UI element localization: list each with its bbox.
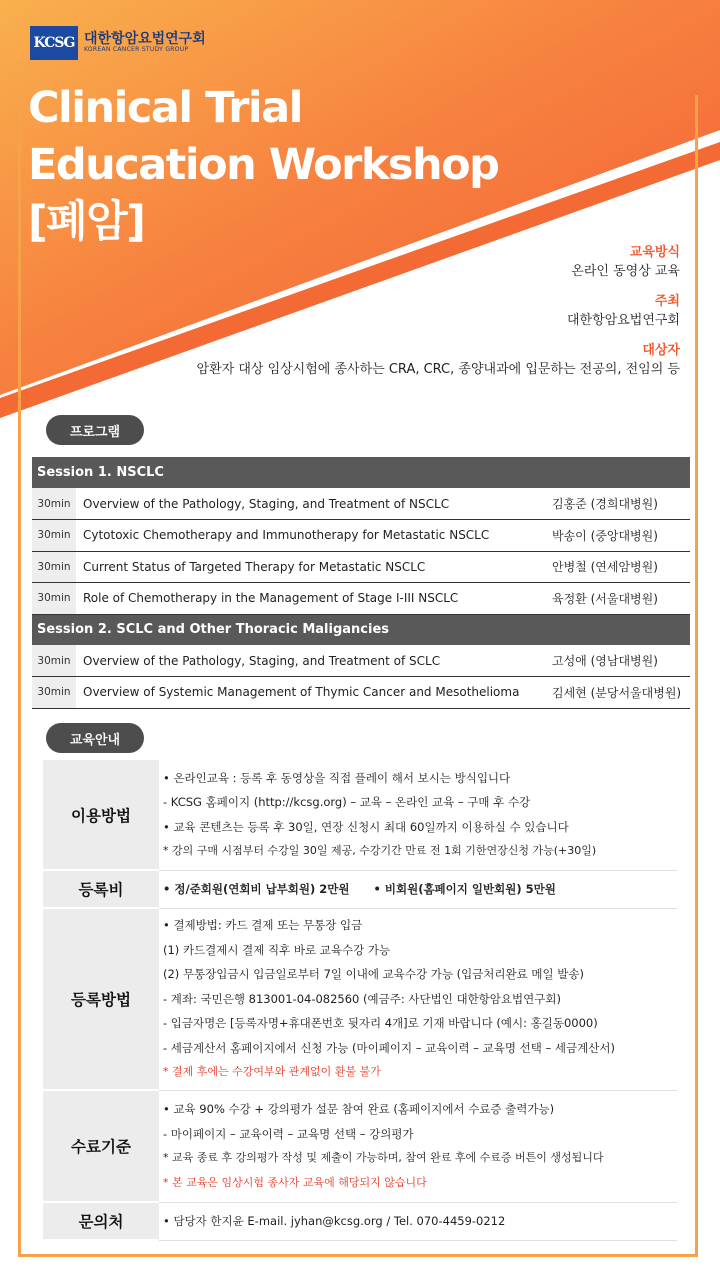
row-speaker: 고성애 (영남대병원) (552, 654, 658, 668)
info-label: 대상자 (642, 343, 680, 358)
row-time: 30min (32, 677, 76, 709)
guide-table (43, 760, 677, 1241)
logo-mark: KCSG (30, 26, 78, 60)
row-title: Current Status of Targeted Therapy for Metastatic NSCLC (83, 559, 426, 574)
org-name-ko: 대한항암요법연구회 (84, 31, 206, 47)
guide-line: • 정/준회원(연회비 납부회원) 2만원 • 비회원(홈페이지 일반회원) 5만원 (163, 881, 556, 896)
guide-row-fee (43, 870, 677, 908)
guide-row-registration (43, 908, 677, 1090)
info-value: 암환자 대상 임상시험에 종사하는 CRA, CRC, 종양내과에 입문하는 전공의, 전임의 등 (196, 362, 680, 377)
guide-line: (1) 카드결제시 결제 직후 바로 교육수강 가능 (163, 942, 391, 957)
info-value: 온라인 동영상 교육 (571, 264, 680, 279)
info-value: 대한항암요법연구회 (566, 313, 680, 328)
program-table (32, 457, 690, 709)
guide-row-content (159, 908, 677, 1090)
row-title: Overview of Systemic Management of Thymic Cancer and Mesothelioma (83, 685, 520, 700)
row-title: Cytotoxic Chemotherapy and Immunotherapy for Metastatic NSCLC (83, 528, 490, 543)
title-line-2: Education Workshop (28, 140, 499, 190)
guide-row-usage (43, 760, 677, 870)
title-line-1: Clinical Trial (28, 83, 302, 133)
row-speaker: 박송이 (중앙대병원) (552, 528, 658, 543)
program-section-label: 프로그램 (46, 415, 144, 445)
row-time: 30min (32, 645, 76, 677)
row-title: Overview of the Pathology, Staging, and Treatment of SCLC (83, 653, 441, 668)
guide-line: • 온라인교육 : 등록 후 동영상을 직접 플레이 해서 보시는 방식입니다 (163, 770, 511, 785)
guide-line: - 세금계산서 홈페이지에서 신청 가능 (마이페이지 – 교육이력 – 교육명 선택 – 세금계산서) (163, 1040, 615, 1055)
row-speaker: 육정환 (서울대병원) (552, 591, 658, 606)
guide-row-content (159, 870, 677, 908)
guide-row-completion (43, 1090, 677, 1202)
guide-note: * 결제 후에는 수강여부와 관계없이 환불 불가 (163, 1065, 381, 1079)
row-title: Overview of the Pathology, Staging, and Treatment of NSCLC (83, 496, 450, 511)
row-time: 30min (32, 583, 76, 615)
table-row (32, 551, 690, 583)
guide-line: • 담당자 한지윤 E-mail. jyhan@kcsg.org / Tel. 070-4459-0212 (163, 1213, 506, 1228)
org-name-en: KOREAN CANCER STUDY GROUP (84, 46, 189, 54)
row-time: 30min (32, 488, 76, 520)
guide-row-content (159, 760, 677, 870)
guide-row-label: 등록비 (43, 870, 159, 908)
info-label: 교육방식 (629, 245, 680, 260)
row-speaker: 김홍준 (경희대병원) (552, 497, 658, 511)
guide-line: - 마이페이지 – 교육이력 – 교육명 선택 – 강의평가 (163, 1126, 414, 1141)
session-title: Session 2. SCLC and Other Thoracic Maligancies (32, 614, 690, 645)
guide-line: - KCSG 홈페이지 (http://kcsg.org) – 교육 – 온라인 교육 – 구매 후 수강 (163, 795, 531, 810)
session-header (32, 614, 690, 645)
guide-section-label: 교육안내 (46, 723, 144, 753)
session-header (32, 457, 690, 488)
guide-line: - 계좌: 국민은행 813001-04-082560 (예금주: 사단법인 대한항암요법연구회) (163, 991, 561, 1006)
guide-line: * 교육 종료 후 강의평가 작성 및 제출이 가능하며, 참여 완료 후에 수료증 버튼이 생성됩니다 (163, 1151, 604, 1164)
table-row (32, 488, 690, 520)
guide-row-content (159, 1202, 677, 1240)
guide-row-content (159, 1090, 677, 1202)
session-title: Session 1. NSCLC (32, 457, 690, 488)
row-time: 30min (32, 551, 76, 583)
guide-line: - 입금자명은 [등록자명+휴대폰번호 뒷자리 4개]로 기재 바랍니다 (예시: 홍길동0000) (163, 1016, 598, 1031)
info-audience (197, 341, 680, 379)
info-label: 주최 (654, 294, 680, 309)
guide-line: • 교육 콘텐츠는 등록 후 30일, 연장 신청시 최대 60일까지 이용하실 수 있습니다 (163, 819, 569, 834)
row-speaker: 안병철 (연세암병원) (552, 560, 658, 575)
guide-line: • 결제방법: 카드 결제 또는 무통장 입금 (163, 918, 363, 933)
info-method (197, 243, 680, 281)
table-row (32, 677, 690, 709)
guide-note: * 본 교육은 임상시험 종사자 교육에 해당되지 않습니다 (163, 1175, 427, 1189)
guide-row-contact (43, 1202, 677, 1240)
table-row (32, 520, 690, 552)
guide-row-label: 문의처 (43, 1202, 159, 1240)
guide-row-label: 이용방법 (43, 760, 159, 870)
guide-line: • 교육 90% 수강 + 강의평가 설문 참여 완료 (홈페이지에서 수료증 출력가능) (163, 1102, 555, 1116)
row-title: Role of Chemotherapy in the Management of Stage I-III NSCLC (83, 591, 459, 606)
title-line-3: [폐암] (28, 197, 145, 247)
org-logo (30, 26, 206, 60)
page-title (28, 80, 498, 251)
guide-row-label: 수료기준 (43, 1090, 159, 1202)
row-speaker: 김세현 (분당서울대병원) (552, 685, 682, 700)
table-row (32, 583, 690, 615)
guide-line: (2) 무통장입금시 입금일로부터 7일 이내에 교육수강 가능 (입금처리완료 메일 발송) (163, 967, 584, 982)
table-row (32, 645, 690, 677)
info-host (197, 292, 680, 330)
guide-row-label: 등록방법 (43, 908, 159, 1090)
row-time: 30min (32, 520, 76, 552)
info-section (197, 243, 680, 390)
guide-line: * 강의 구매 시점부터 수강일 30일 제공, 수강기간 만료 전 1회 기한연장신청 가능(+30일) (163, 844, 597, 858)
